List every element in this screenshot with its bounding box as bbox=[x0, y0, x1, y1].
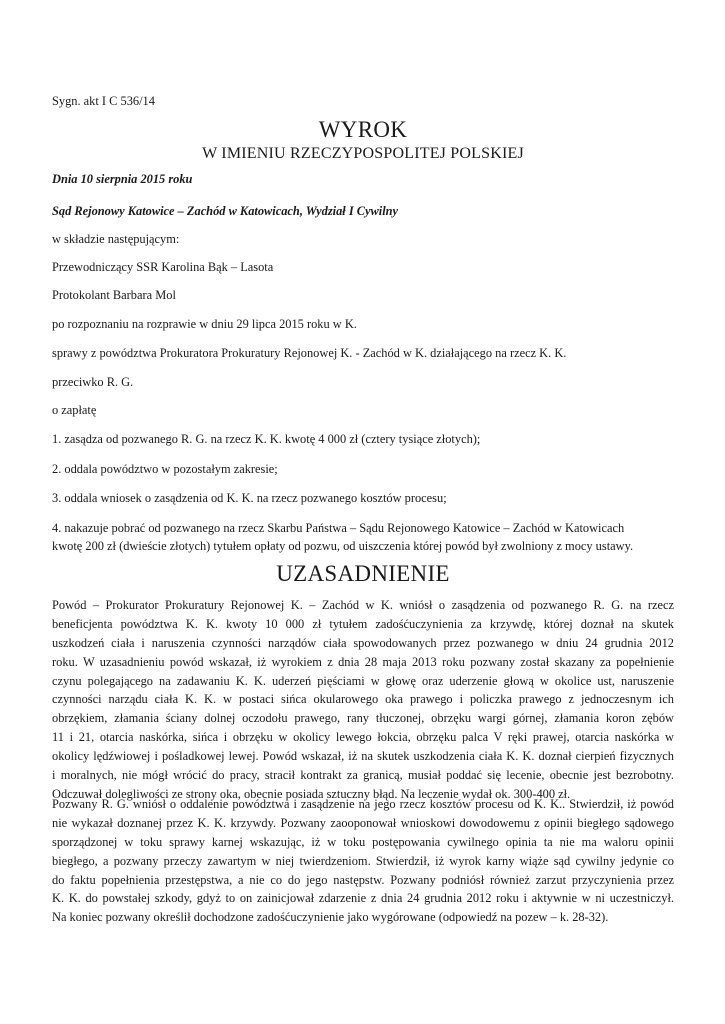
case-number: Sygn. akt I C 536/14 bbox=[52, 94, 155, 108]
composition-intro: w składzie następującym: bbox=[52, 232, 180, 246]
presiding-judge: Przewodniczący SSR Karolina Bąk – Lasota bbox=[52, 260, 274, 274]
paragraph-line: biegłego, a pozwany przeczy zawartym w niej twierdzeniom. Stwierdził, iż wyrok karny wiąże sąd cywilny jedynie co bbox=[52, 853, 674, 868]
paragraph-line: Na koniec pozwany określił dochodzone zadośćuczynienie jako wygórowane (odpowiedź na pozew – k. 28-32). bbox=[52, 910, 609, 925]
ruling-item-4-line-2: kwotę 200 zł (dwieście złotych) tytułem opłaty od pozwu, od uiszczenia której powód był zwolniony z mocy ustawy. bbox=[52, 539, 634, 553]
paragraph-line: uszkodzeń ciała i naruszenia czynności narządów ciała spowodowanych przez pozwanego w dniu 24 grudnia 2012 bbox=[52, 635, 674, 650]
document-subtitle: W IMIENIU RZECZYPOSPOLITEJ POLSKIEJ bbox=[202, 145, 524, 162]
paragraph-line: sporządzonej w toku sprawy karnej wskazując, iż w toku postępowania cywilnego opinia ta nie ma waloru opinii bbox=[52, 834, 674, 849]
court-clerk: Protokolant Barbara Mol bbox=[52, 288, 176, 302]
paragraph-line: okolicy lędźwiowej i pośladkowej lewej. Powód wskazał, iż na skutek uszkodzenia ciała K. K. doznał cierpień fizycznych bbox=[52, 749, 674, 764]
paragraph-line: i moralnych, nie mógł wrócić do pracy, stracił kontrakt za granicą, musiał poddać się lecenie, obecnie jest bezrobotny. bbox=[52, 768, 674, 783]
paragraph-line: Odczuwał dolegliwości ze strony oka, obecnie posiada sztuczny błąd. Na leczenie wydał ok. 300-400 zł. bbox=[52, 786, 571, 801]
paragraph-line: czynu polegającego na zadawaniu K. K. uderzeń pięściami w głowę oraz uderzenie głową w okolice ust, naruszenie bbox=[52, 673, 674, 688]
justification-heading: UZASADNIENIE bbox=[276, 561, 450, 586]
paragraph-line: nie wykazał doznanej przez K. K. krzywdy. Pozwany zaooponował wnioskowi dowodowemu z opinii biegłego sądowego bbox=[52, 815, 674, 830]
paragraph-line: K. K. do powstałej szkody, gdyż to on zainicjował zdarzenie z dnia 24 grudnia 2012 roku i aktywnie w ni uczestniczył. bbox=[52, 891, 674, 906]
case-description: sprawy z powództwa Prokuratora Prokuratury Rejonowej K. - Zachód w K. działającego na rzecz K. K. bbox=[52, 346, 567, 360]
paragraph-line: czynności narządu ciała K. K. w postaci sińca okularowego oka prawego i policzka prawego z jednoczesnym ich bbox=[52, 692, 674, 707]
defendant: przeciwko R. G. bbox=[52, 375, 134, 389]
paragraph-line: 11 i 21, otarcia naskórka, sińca i obrzęku w okolicy lewego łokcia, obrzęku palca V ręki prawej, otarcia naskórka w bbox=[52, 730, 674, 745]
paragraph-line: do faktu popełnienia przestępstwa, a nie co do jego następstw. Pozwany podniósł również zarzut przyczynienia przez bbox=[52, 872, 674, 887]
paragraph-line: obrzękiem, złamania ściany dolnej oczodołu prawego, rany tłuczonej, obrzęku wargi górnej, złamania koron zębów bbox=[52, 711, 674, 726]
judgment-date: Dnia 10 sierpnia 2015 roku bbox=[52, 172, 193, 186]
document-title: WYROK bbox=[318, 117, 408, 142]
justification-paragraph-2 bbox=[52, 795, 674, 927]
paragraph-line: Pozwany R. G. wniósł o oddalenie powództwa i zasądzenie na jego rzecz kosztów procesu od K. K.. Stwierdził, iż powód bbox=[52, 797, 674, 811]
ruling-item-3: 3. oddala wniosek o zasądzenia od K. K. na rzecz pozwanego kosztów procesu; bbox=[52, 491, 447, 505]
court-name: Sąd Rejonowy Katowice – Zachód w Katowicach, Wydział I Cywilny bbox=[52, 204, 399, 218]
paragraph-line: beneficjenta powództwa K. K. kwoty 10 000 zł tytułem zadośćuczynienia za krzywdę, której doznał na skutek bbox=[52, 616, 674, 631]
justification-paragraph-1 bbox=[52, 596, 674, 804]
ruling-item-1: 1. zasądza od pozwanego R. G. na rzecz K. K. kwotę 4 000 zł (cztery tysiące złotych); bbox=[52, 432, 481, 446]
paragraph-line: Powód – Prokurator Prokuratury Rejonowej K. – Zachód w K. wniósł o zasądzenia od pozwanego R. G. na rzecz bbox=[52, 598, 674, 612]
ruling-item-2: 2. oddala powództwo w pozostałym zakresie; bbox=[52, 462, 278, 476]
case-subject: o zapłatę bbox=[52, 403, 97, 417]
ruling-item-4-line-1: 4. nakazuje pobrać od pozwanego na rzecz Skarbu Państwa – Sądu Rejonowego Katowice – Zachód w Katowicach bbox=[52, 521, 625, 535]
paragraph-line: roku. W uzasadnieniu powód wskazał, iż wyrokiem z dnia 28 maja 2013 roku pozwany został skazany za popełnienie bbox=[52, 654, 674, 669]
hearing-info: po rozpoznaniu na rozprawie w dniu 29 lipca 2015 roku w K. bbox=[52, 317, 357, 331]
